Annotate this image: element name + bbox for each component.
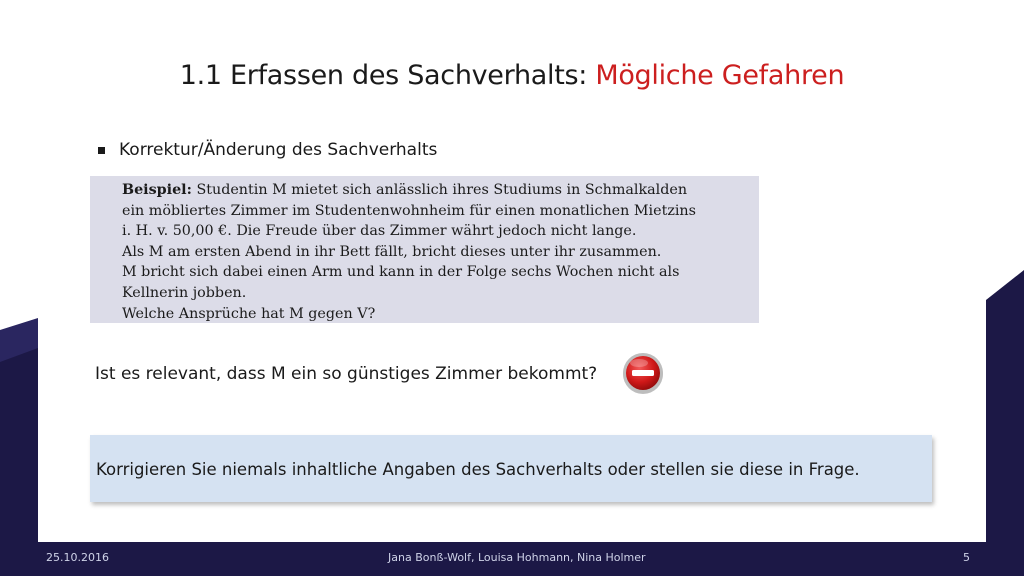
example-box	[90, 176, 759, 323]
example-line: Welche Ansprüche hat M gegen V?	[122, 305, 376, 322]
title-accent: Mögliche Gefahren	[595, 60, 845, 91]
warning-box	[90, 435, 932, 502]
warning-text: Korrigieren Sie niemals inhaltliche Angaben des Sachverhalts oder stellen sie diese in Frage.	[96, 460, 860, 479]
example-label: Beispiel:	[122, 182, 192, 198]
example-line: M bricht sich dabei einen Arm und kann in der Folge sechs Wochen nicht als	[122, 264, 680, 281]
slide-title	[0, 60, 1024, 91]
bullet-square-icon	[98, 147, 105, 154]
bullet-label: Korrektur/Änderung des Sachverhalts	[119, 140, 438, 160]
example-line: ein möbliertes Zimmer im Studentenwohnheim für einen monatlichen Mietzins	[122, 202, 696, 219]
example-first-line: Studentin M mietet sich anlässlich ihres Studiums in Schmalkalden	[191, 182, 688, 198]
footer-authors: Jana Bonß-Wolf, Louisa Hohmann, Nina Holmer	[388, 551, 646, 564]
example-line: i. H. v. 50,00 €. Die Freude über das Zimmer währt jedoch nicht lange.	[122, 223, 637, 240]
example-line: Kellnerin jobben.	[122, 284, 247, 301]
question-text: Ist es relevant, dass M ein so günstiges Zimmer bekommt?	[95, 364, 598, 384]
footer-page-number: 5	[963, 551, 970, 564]
example-line: Als M am ersten Abend in ihr Bett fällt, bricht dieses unter ihr zusammen.	[122, 243, 662, 260]
example-line	[122, 180, 749, 201]
footer-date: 25.10.2016	[46, 551, 109, 564]
title-prefix: 1.1 Erfassen des Sachverhalts:	[179, 60, 596, 91]
bullet-item	[98, 140, 437, 160]
no-entry-icon	[621, 351, 665, 395]
